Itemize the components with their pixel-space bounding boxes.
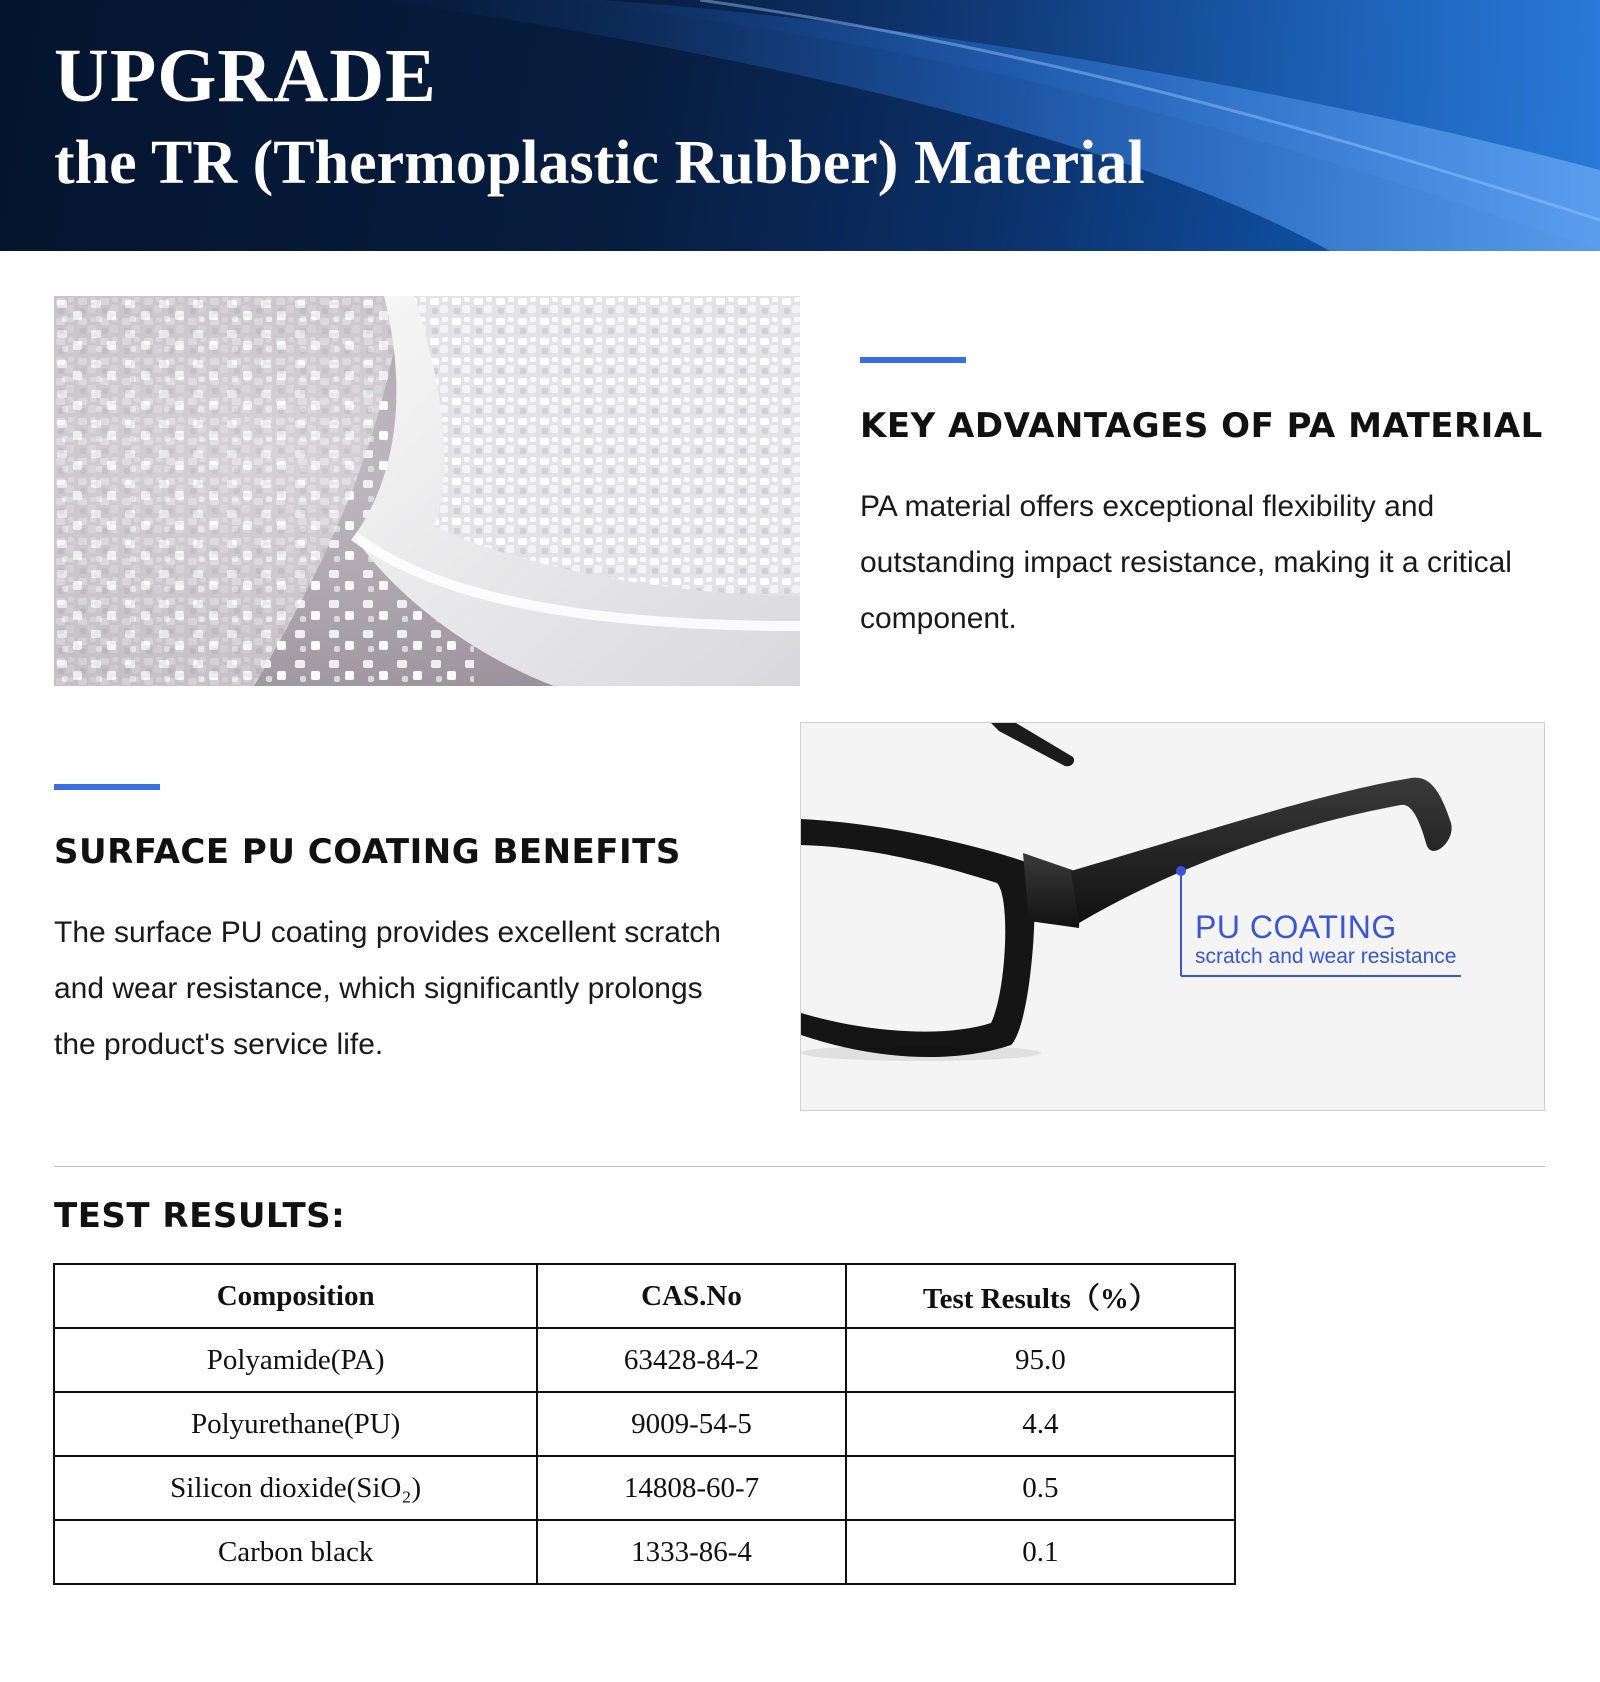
column-header-cas-no: CAS.No <box>537 1264 845 1328</box>
glasses-illustration <box>801 723 1545 1111</box>
header-banner <box>0 0 1600 251</box>
composition-cell: Carbon black <box>54 1520 537 1584</box>
pellets-illustration <box>54 296 800 686</box>
table-row <box>54 1328 1235 1392</box>
table-row <box>54 1392 1235 1456</box>
cas-no-cell: 63428-84-2 <box>537 1328 845 1392</box>
cas-no-cell: 9009-54-5 <box>537 1392 845 1456</box>
pu-accent-bar <box>54 784 160 790</box>
test-result-cell: 95.0 <box>846 1328 1235 1392</box>
test-results-table <box>53 1263 1236 1585</box>
test-results-heading: TEST RESULTS: <box>54 1196 346 1236</box>
pa-accent-bar <box>860 357 966 363</box>
banner-title: UPGRADE <box>54 34 437 118</box>
pu-coated-glasses-photo <box>800 722 1545 1111</box>
pu-coating-callout-title: PU COATING <box>1195 909 1397 945</box>
cas-no-cell: 1333-86-4 <box>537 1520 845 1584</box>
composition-cell: Polyamide(PA) <box>54 1328 537 1392</box>
column-header-composition: Composition <box>54 1264 537 1328</box>
banner-subtitle: the TR (Thermoplastic Rubber) Material <box>54 129 1145 197</box>
section-divider <box>54 1166 1545 1167</box>
column-header-test-results: Test Results（%） <box>846 1264 1235 1328</box>
test-result-cell: 0.1 <box>846 1520 1235 1584</box>
pa-pellets-photo <box>54 296 800 686</box>
pu-section-heading: SURFACE PU COATING BENEFITS <box>54 832 681 872</box>
table-row <box>54 1456 1235 1520</box>
composition-cell: Polyurethane(PU) <box>54 1392 537 1456</box>
pu-section-text: The surface PU coating provides excellent scratch and wear resistance, which significantly prolongs the product's service life. <box>54 916 721 1061</box>
pa-section-text: PA material offers exceptional flexibility and outstanding impact resistance, making it a critical component. <box>860 490 1512 635</box>
cas-no-cell: 14808-60-7 <box>537 1456 845 1520</box>
test-result-cell: 0.5 <box>846 1456 1235 1520</box>
test-result-cell: 4.4 <box>846 1392 1235 1456</box>
table-header-row <box>54 1264 1235 1328</box>
pu-coating-callout-subtitle: scratch and wear resistance <box>1195 945 1457 968</box>
table-row <box>54 1520 1235 1584</box>
composition-cell: Silicon dioxide(SiO₂) <box>54 1456 537 1520</box>
pa-section-heading: KEY ADVANTAGES OF PA MATERIAL <box>860 406 1543 446</box>
